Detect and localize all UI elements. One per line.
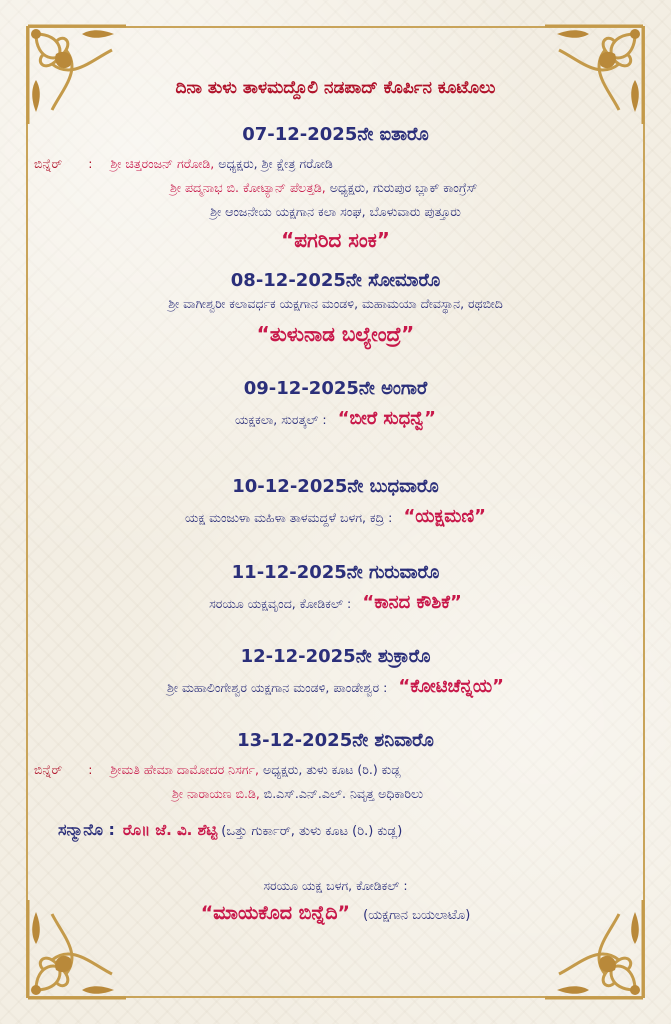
event-2-play: “ತುಳುನಾಡ ಬಲ್ಯೇಂದ್ರೆ” (256, 322, 415, 346)
event-5-troupe: ಸರಯೂ ಯಕ್ಷವೃಂದ, ಕೋಡಿಕಲ್ : (209, 596, 352, 611)
event-3-row (0, 408, 671, 429)
event-5-row (0, 592, 671, 613)
event-4-troupe: ಯಕ್ಷ ಮಂಜುಳಾ ಮಹಿಳಾ ತಾಳಮದ್ದಳೆ ಬಳಗ, ಕದ್ರಿ : (185, 510, 393, 525)
inaugurator-1-desc: ಅಧ್ಯಕ್ಷರು, ಶ್ರೀ ಕ್ಷೇತ್ರ ಗರೋಡಿ (218, 156, 333, 171)
event-6-troupe: ಶ್ರೀ ಮಹಾಲಿಂಗೇಶ್ವರ ಯಕ್ಷಗಾನ ಮಂಡಳಿ, ಪಾಂಡೇಶ್ವರ : (166, 680, 388, 695)
event-1-inaugurator-row-2 (170, 180, 477, 196)
event-6-play: “ಕೋಟಿಚೆನ್ನಯ” (398, 676, 505, 697)
event-7-date: 13-12-2025ನೇ ಶನಿವಾರೊ (237, 730, 434, 751)
event-7-inaugurator-row-2 (172, 786, 423, 802)
inaugurator-label: ಬಿನ್ನೆರ್ (34, 156, 63, 171)
event-1-troupe: ಶ್ರೀ ಆಂಜನೇಯ ಯಕ್ಷಗಾನ ಕಲಾ ಸಂಘ, ಬೊಳುವಾರು ಪುತ್ತೂರು (210, 204, 461, 219)
event-2-troupe: ಶ್ರೀ ವಾಗೀಶ್ವರೀ ಕಲಾವರ್ಧಕ ಯಕ್ಷಗಾನ ಮಂಡಳಿ, ಮಹಾಮಯಾ ದೇವಸ್ಥಾನ, ರಥಬೀದಿ (168, 296, 503, 311)
event-4-play: “ಯಕ್ಷಮಣಿ” (403, 506, 486, 527)
inaugurator-2-desc: ಬಿ.ಎಸ್.ಎನ್.ಎಲ್. ನಿವೃತ್ತ ಅಧಿಕಾರಿಲು (263, 786, 424, 801)
honor-name: ರೊ॥ ಜೆ. ವಿ. ಶೆಟ್ಟಿ (122, 821, 218, 839)
event-3-troupe: ಯಕ್ಷಕಲಾ, ಸುರತ್ಕಲ್ : (234, 412, 327, 427)
event-7-play: “ಮಾಯಕೊದ ಬಿನ್ನೆದಿ” (200, 902, 351, 924)
event-6-date: 12-12-2025ನೇ ಶುಕ್ರಾರೊ (240, 646, 431, 667)
event-3-date: 09-12-2025ನೇ ಅಂಗಾರೆ (243, 378, 428, 399)
event-2-date: 08-12-2025ನೇ ಸೋಮಾರೊ (230, 270, 441, 291)
event-7-honor-row (58, 820, 402, 840)
event-7-inaugurator-row-1 (34, 762, 401, 778)
inaugurator-label: ಬಿನ್ನೆರ್ (34, 762, 63, 777)
event-4-date: 10-12-2025ನೇ ಬುಧವಾರೊ (232, 476, 439, 497)
corner-ornament-top-right (539, 20, 649, 130)
event-7-play-note: (ಯಕ್ಷಗಾನ ಬಯಲಾಟೊ) (363, 908, 471, 923)
event-7-troupe: ಸರಯೂ ಯಕ್ಷ ಬಳಗ, ಕೋಡಿಕಲ್ : (263, 878, 408, 893)
honor-desc: (ಒತ್ತು ಗುರ್ಕಾರ್, ತುಳು ಕೂಟ (ರಿ.) ಕುಡ್ಲ) (221, 824, 403, 839)
colon: : (88, 156, 93, 171)
inaugurator-1-name: ಶ್ರೀಮತಿ ಹೇಮಾ ದಾಮೋದರ ನಿಸರ್ಗ, (110, 762, 259, 777)
inaugurator-2-name: ಶ್ರೀ ಪದ್ಮನಾಭ ಬಿ. ಕೋಟ್ಯಾನ್ ಪೆಲತ್ತಡಿ, (170, 180, 326, 195)
event-1-date: 07-12-2025ನೇ ಐತಾರೊ (242, 124, 429, 145)
inaugurator-1-desc: ಅಧ್ಯಕ್ಷರು, ತುಳು ಕೂಟ (ರಿ.) ಕುಡ್ಲ (262, 762, 401, 777)
inaugurator-2-desc: ಅಧ್ಯಕ್ಷರು, ಗುರುಪುರ ಬ್ಲಾಕ್ ಕಾಂಗ್ರೆಸ್ (329, 180, 478, 195)
event-1-inaugurator-row-1 (34, 156, 333, 172)
event-1-play: “ಪಗರಿದ ಸಂಕ” (281, 228, 390, 252)
event-3-play: “ಬೀರೆ ಸುಧನ್ವೆ” (337, 408, 437, 429)
inaugurator-2-name: ಶ್ರೀ ನಾರಾಯಣ ಬಿ.ಡಿ, (172, 786, 260, 801)
event-7-play-row (0, 902, 671, 924)
honor-label: ಸನ್ಮಾನೊ : (58, 820, 115, 839)
page-title: ದಿನಾ ತುಳು ತಾಳಮದ್ದೊಲಿ ನಡಪಾದ್ ಕೊರ್ಪಿನ ಕೂಟೊಲು (175, 78, 496, 98)
colon: : (88, 762, 93, 777)
event-5-play: “ಕಾನದ ಕೌಶಿಕೆ” (362, 592, 462, 613)
event-6-row (0, 676, 671, 697)
inaugurator-1-name: ಶ್ರೀ ಚಿತ್ತರಂಜನ್ ಗರೋಡಿ, (110, 156, 215, 171)
corner-ornament-top-left (22, 20, 132, 130)
event-5-date: 11-12-2025ನೇ ಗುರುವಾರೊ (231, 562, 440, 583)
event-4-row (0, 506, 671, 527)
